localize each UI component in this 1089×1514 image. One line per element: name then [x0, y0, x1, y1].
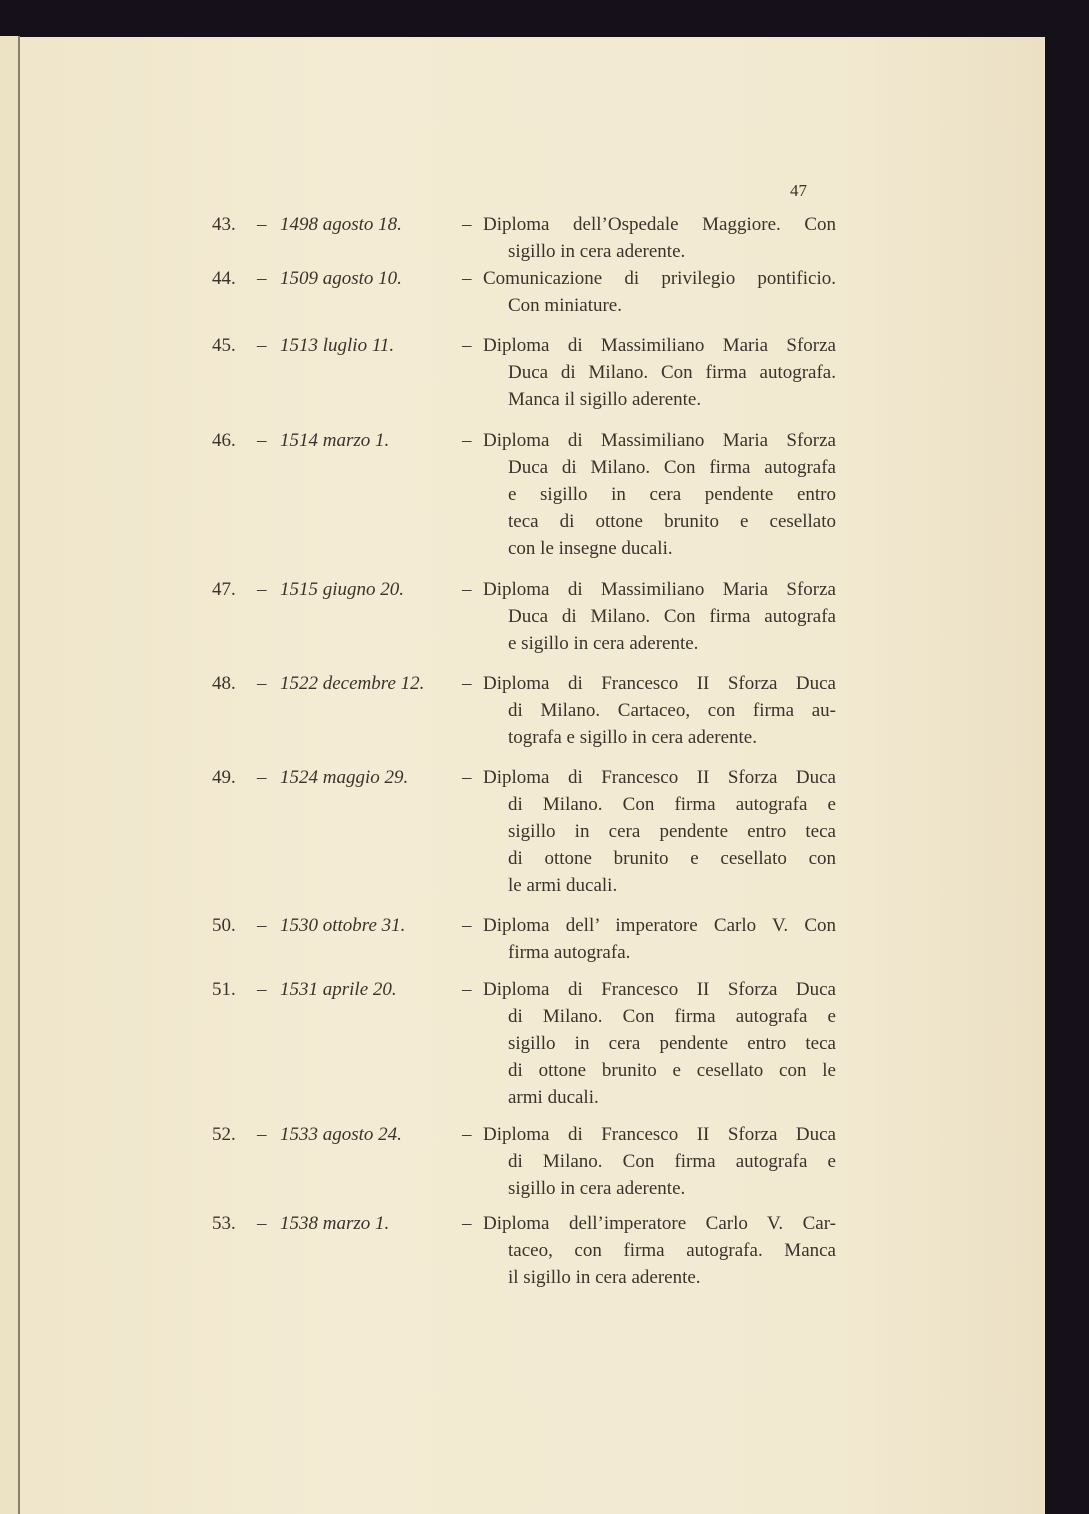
entry-description	[483, 764, 836, 899]
description-line: con le insegne ducali.	[508, 538, 673, 559]
entry-description	[483, 265, 836, 319]
entry-date: 1514 marzo 1.	[280, 430, 390, 451]
entry-date: 1538 marzo 1.	[280, 1213, 390, 1234]
description-line: Diploma di Francesco II Sforza Duca	[483, 1124, 836, 1145]
entry-date: 1530 ottobre 31.	[280, 915, 406, 936]
entry-number: 49.	[212, 767, 236, 788]
separator-dash: –	[462, 214, 472, 235]
entry-number: 52.	[212, 1124, 236, 1145]
description-line: Diploma di Francesco II Sforza Duca	[483, 673, 836, 694]
separator-dash: –	[257, 214, 267, 235]
entry-description	[483, 912, 836, 966]
separator-dash: –	[257, 915, 267, 936]
separator-dash: –	[462, 979, 472, 1000]
entry-description	[483, 1210, 836, 1291]
entry-date: 1522 decembre 12.	[280, 673, 425, 694]
description-line: sigillo in cera pendente entro teca	[508, 1033, 836, 1054]
adjacent-page-edge	[0, 36, 20, 1514]
separator-dash: –	[462, 335, 472, 356]
description-line: e sigillo in cera pendente entro	[508, 484, 836, 505]
description-line: Comunicazione di privilegio pontificio.	[483, 268, 836, 289]
description-line: di Milano. Con firma autografa e	[508, 1151, 836, 1172]
entry-date: 1515 giugno 20.	[280, 579, 405, 600]
description-line: di Milano. Con firma autografa e	[508, 794, 836, 815]
description-line: Con miniature.	[508, 295, 622, 316]
separator-dash: –	[462, 915, 472, 936]
separator-dash: –	[462, 1124, 472, 1145]
description-line: di Milano. Cartaceo, con firma au-	[508, 700, 836, 721]
separator-dash: –	[257, 268, 267, 289]
separator-dash: –	[462, 1213, 472, 1234]
entry-description	[483, 332, 836, 413]
description-line: e sigillo in cera aderente.	[508, 633, 699, 654]
entry-number: 44.	[212, 268, 236, 289]
entry-date: 1531 aprile 20.	[280, 979, 397, 1000]
description-line: di ottone brunito e cesellato con	[508, 848, 836, 869]
page-number: 47	[790, 181, 807, 200]
description-line: Diploma di Massimiliano Maria Sforza	[483, 430, 836, 451]
separator-dash: –	[257, 430, 267, 451]
description-line: Diploma di Francesco II Sforza Duca	[483, 979, 836, 1000]
entry-number: 51.	[212, 979, 236, 1000]
entry-description	[483, 976, 836, 1111]
description-line: sigillo in cera aderente.	[508, 241, 686, 262]
entry-description	[483, 427, 836, 562]
entry-date: 1524 maggio 29.	[280, 767, 409, 788]
separator-dash: –	[462, 767, 472, 788]
description-line: Diploma dell’imperatore Carlo V. Car-	[483, 1213, 836, 1234]
separator-dash: –	[257, 579, 267, 600]
description-line: armi ducali.	[508, 1087, 599, 1108]
description-line: Diploma di Francesco II Sforza Duca	[483, 767, 836, 788]
description-line: Diploma dell’Ospedale Maggiore. Con	[483, 214, 836, 235]
entry-number: 53.	[212, 1213, 236, 1234]
entry-number: 43.	[212, 214, 236, 235]
description-line: di ottone brunito e cesellato con le	[508, 1060, 836, 1081]
description-line: Duca di Milano. Con firma autografa	[508, 457, 836, 478]
description-line: di Milano. Con firma autografa e	[508, 1006, 836, 1027]
description-line: Diploma di Massimiliano Maria Sforza	[483, 335, 836, 356]
description-line: il sigillo in cera aderente.	[508, 1267, 701, 1288]
description-line: firma autografa.	[508, 942, 631, 963]
description-line: Duca di Milano. Con firma autografa.	[508, 362, 836, 383]
description-line: Duca di Milano. Con firma autografa	[508, 606, 836, 627]
entry-number: 50.	[212, 915, 236, 936]
description-line: sigillo in cera pendente entro teca	[508, 821, 836, 842]
separator-dash: –	[257, 673, 267, 694]
entry-number: 46.	[212, 430, 236, 451]
separator-dash: –	[257, 979, 267, 1000]
description-line: le armi ducali.	[508, 875, 618, 896]
separator-dash: –	[462, 579, 472, 600]
entry-description	[483, 1121, 836, 1202]
separator-dash: –	[257, 1213, 267, 1234]
description-line: teca di ottone brunito e cesellato	[508, 511, 836, 532]
entry-description	[483, 670, 836, 751]
description-line: taceo, con firma autografa. Manca	[508, 1240, 836, 1261]
entry-date: 1498 agosto 18.	[280, 214, 402, 235]
entry-date: 1533 agosto 24.	[280, 1124, 402, 1145]
description-line: Manca il sigillo aderente.	[508, 389, 702, 410]
entry-number: 45.	[212, 335, 236, 356]
separator-dash: –	[257, 335, 267, 356]
entry-number: 47.	[212, 579, 236, 600]
entry-description	[483, 576, 836, 657]
separator-dash: –	[257, 767, 267, 788]
description-line: tografa e sigillo in cera aderente.	[508, 727, 757, 748]
entry-date: 1509 agosto 10.	[280, 268, 402, 289]
entry-description	[483, 211, 836, 265]
description-line: Diploma dell’ imperatore Carlo V. Con	[483, 915, 836, 936]
separator-dash: –	[462, 673, 472, 694]
entry-date: 1513 luglio 11.	[280, 335, 395, 356]
description-line: sigillo in cera aderente.	[508, 1178, 686, 1199]
separator-dash: –	[462, 268, 472, 289]
separator-dash: –	[257, 1124, 267, 1145]
description-line: Diploma di Massimiliano Maria Sforza	[483, 579, 836, 600]
separator-dash: –	[462, 430, 472, 451]
entry-number: 48.	[212, 673, 236, 694]
